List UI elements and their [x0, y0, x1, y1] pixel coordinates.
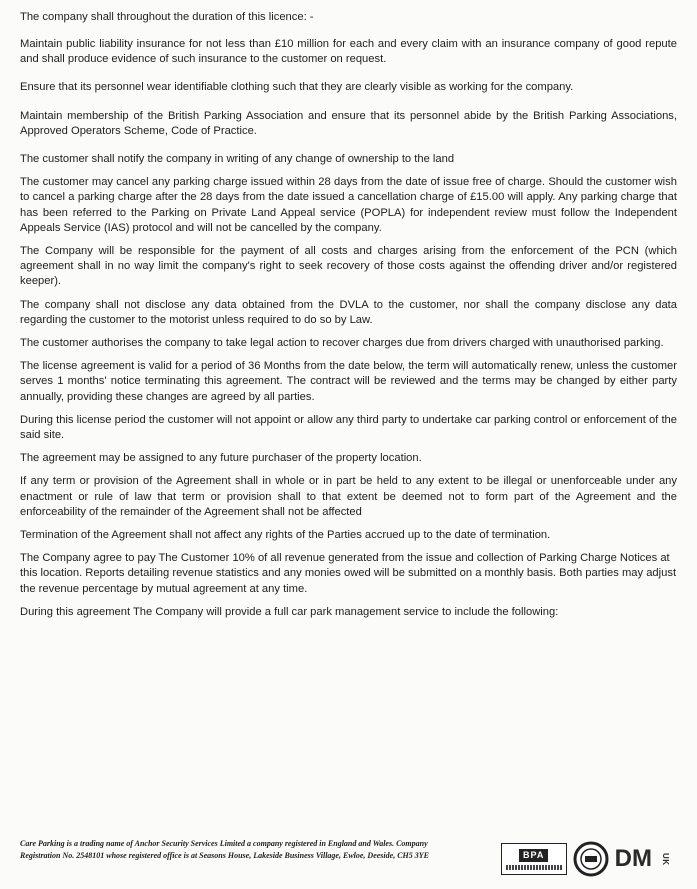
clause-paragraph: Maintain public liability insurance for not less than £10 million for each and every claim with an insurance company of good repute and shall produce evidence of such insurance to the customer on request. — [20, 38, 677, 66]
clause-paragraph: Ensure that its personnel wear identifiable clothing such that they are clearly visible as working for the company. — [20, 81, 574, 94]
clause-paragraph: The customer may cancel any parking charge issued within 28 days from the date of issue free of charge. Should the customer wish to cancel a parking charge after the 28 days from the date issued a cancellation charge of £15.00 will apply. Any parking charge that has been referred to the Parking on Private Land Appeal service (POPLA) for independent review must follow the Independent Appeals Service (IAS) protocol and will not be cancelled by the company. — [20, 176, 677, 234]
page-footer — [20, 838, 677, 880]
clause-paragraph: The license agreement is valid for a period of 36 Months from the date below, the term will automatically renew, unless the customer serves 1 months' notice terminating this agreement. The contract will be reviewed and the terms may be changed by either party annually, providing these changes are agreed by all parties. — [20, 360, 677, 403]
company-registration-note: Care Parking is a trading name of Anchor Security Services Limited a company registered in England and Wales. Company Registration No. 2548101 whose registered office is at Seasons House, Lakeside Business Village, Ewloe, Deeside, CH5 3YE — [20, 839, 429, 860]
clause-paragraph: During this license period the customer will not appoint or allow any third party to undertake car parking control or enforcement of the said site. — [20, 413, 677, 442]
accreditation-logos — [501, 840, 677, 878]
clause-paragraph: The customer authorises the company to take legal action to recover charges due from drivers charged with unauthorised parking. — [20, 337, 664, 350]
intro-text: The company shall throughout the duration of this licence: - — [20, 11, 314, 23]
accreditation-seal-icon — [573, 841, 609, 877]
clause-paragraph: If any term or provision of the Agreement shall in whole or in part be held to any extent to be illegal or unenforceable under any enactment or rule of law that term or provision shall to that extent be deemed not to form part of the Agreement and the enforceability of the remainder of the Agreement shall not be affected — [20, 475, 677, 518]
dm-logo-text: DM — [614, 845, 652, 872]
clause-paragraph: Termination of the Agreement shall not affect any rights of the Parties accrued up to the date of termination. — [20, 529, 551, 542]
clause-paragraph: The Company agree to pay The Customer 10% of all revenue generated from the issue and collection of Parking Charge Notices at this location. Reports detailing revenue statistics and any monies owed will be submitted on a monthly basis. Both parties may adjust the revenue percentage by mutual agreement at any time. — [20, 552, 677, 595]
clause-paragraph: Maintain membership of the British Parking Association and ensure that its personnel abide by the British Parking Associations, Approved Operators Scheme, Code of Practice. — [20, 109, 677, 137]
bpa-logo-mark: BPA — [519, 849, 548, 862]
dm-logo-suffix: UK — [661, 852, 670, 866]
clause-paragraph: The company shall not disclose any data obtained from the DVLA to the customer, nor shall the company disclose any data regarding the customer to the motorist unless required to do so by Law. — [20, 298, 677, 326]
dm-logo — [615, 847, 677, 871]
bpa-logo — [501, 843, 567, 875]
clause-paragraph: The Company will be responsible for the payment of all costs and charges arising from the enforcement of the PCN (which agreement shall in no way limit the company's right to seek recovery of those costs against the offending driver and/or registered keeper). — [20, 245, 677, 288]
bpa-logo-subtext — [506, 865, 562, 870]
clause-paragraph: During this agreement The Company will provide a full car park management service to include the following: — [20, 605, 559, 618]
clause-paragraph: The agreement may be assigned to any future purchaser of the property location. — [20, 452, 422, 465]
clause-paragraph: The customer shall notify the company in writing of any change of ownership to the land — [20, 153, 455, 166]
clause-list — [20, 37, 677, 620]
